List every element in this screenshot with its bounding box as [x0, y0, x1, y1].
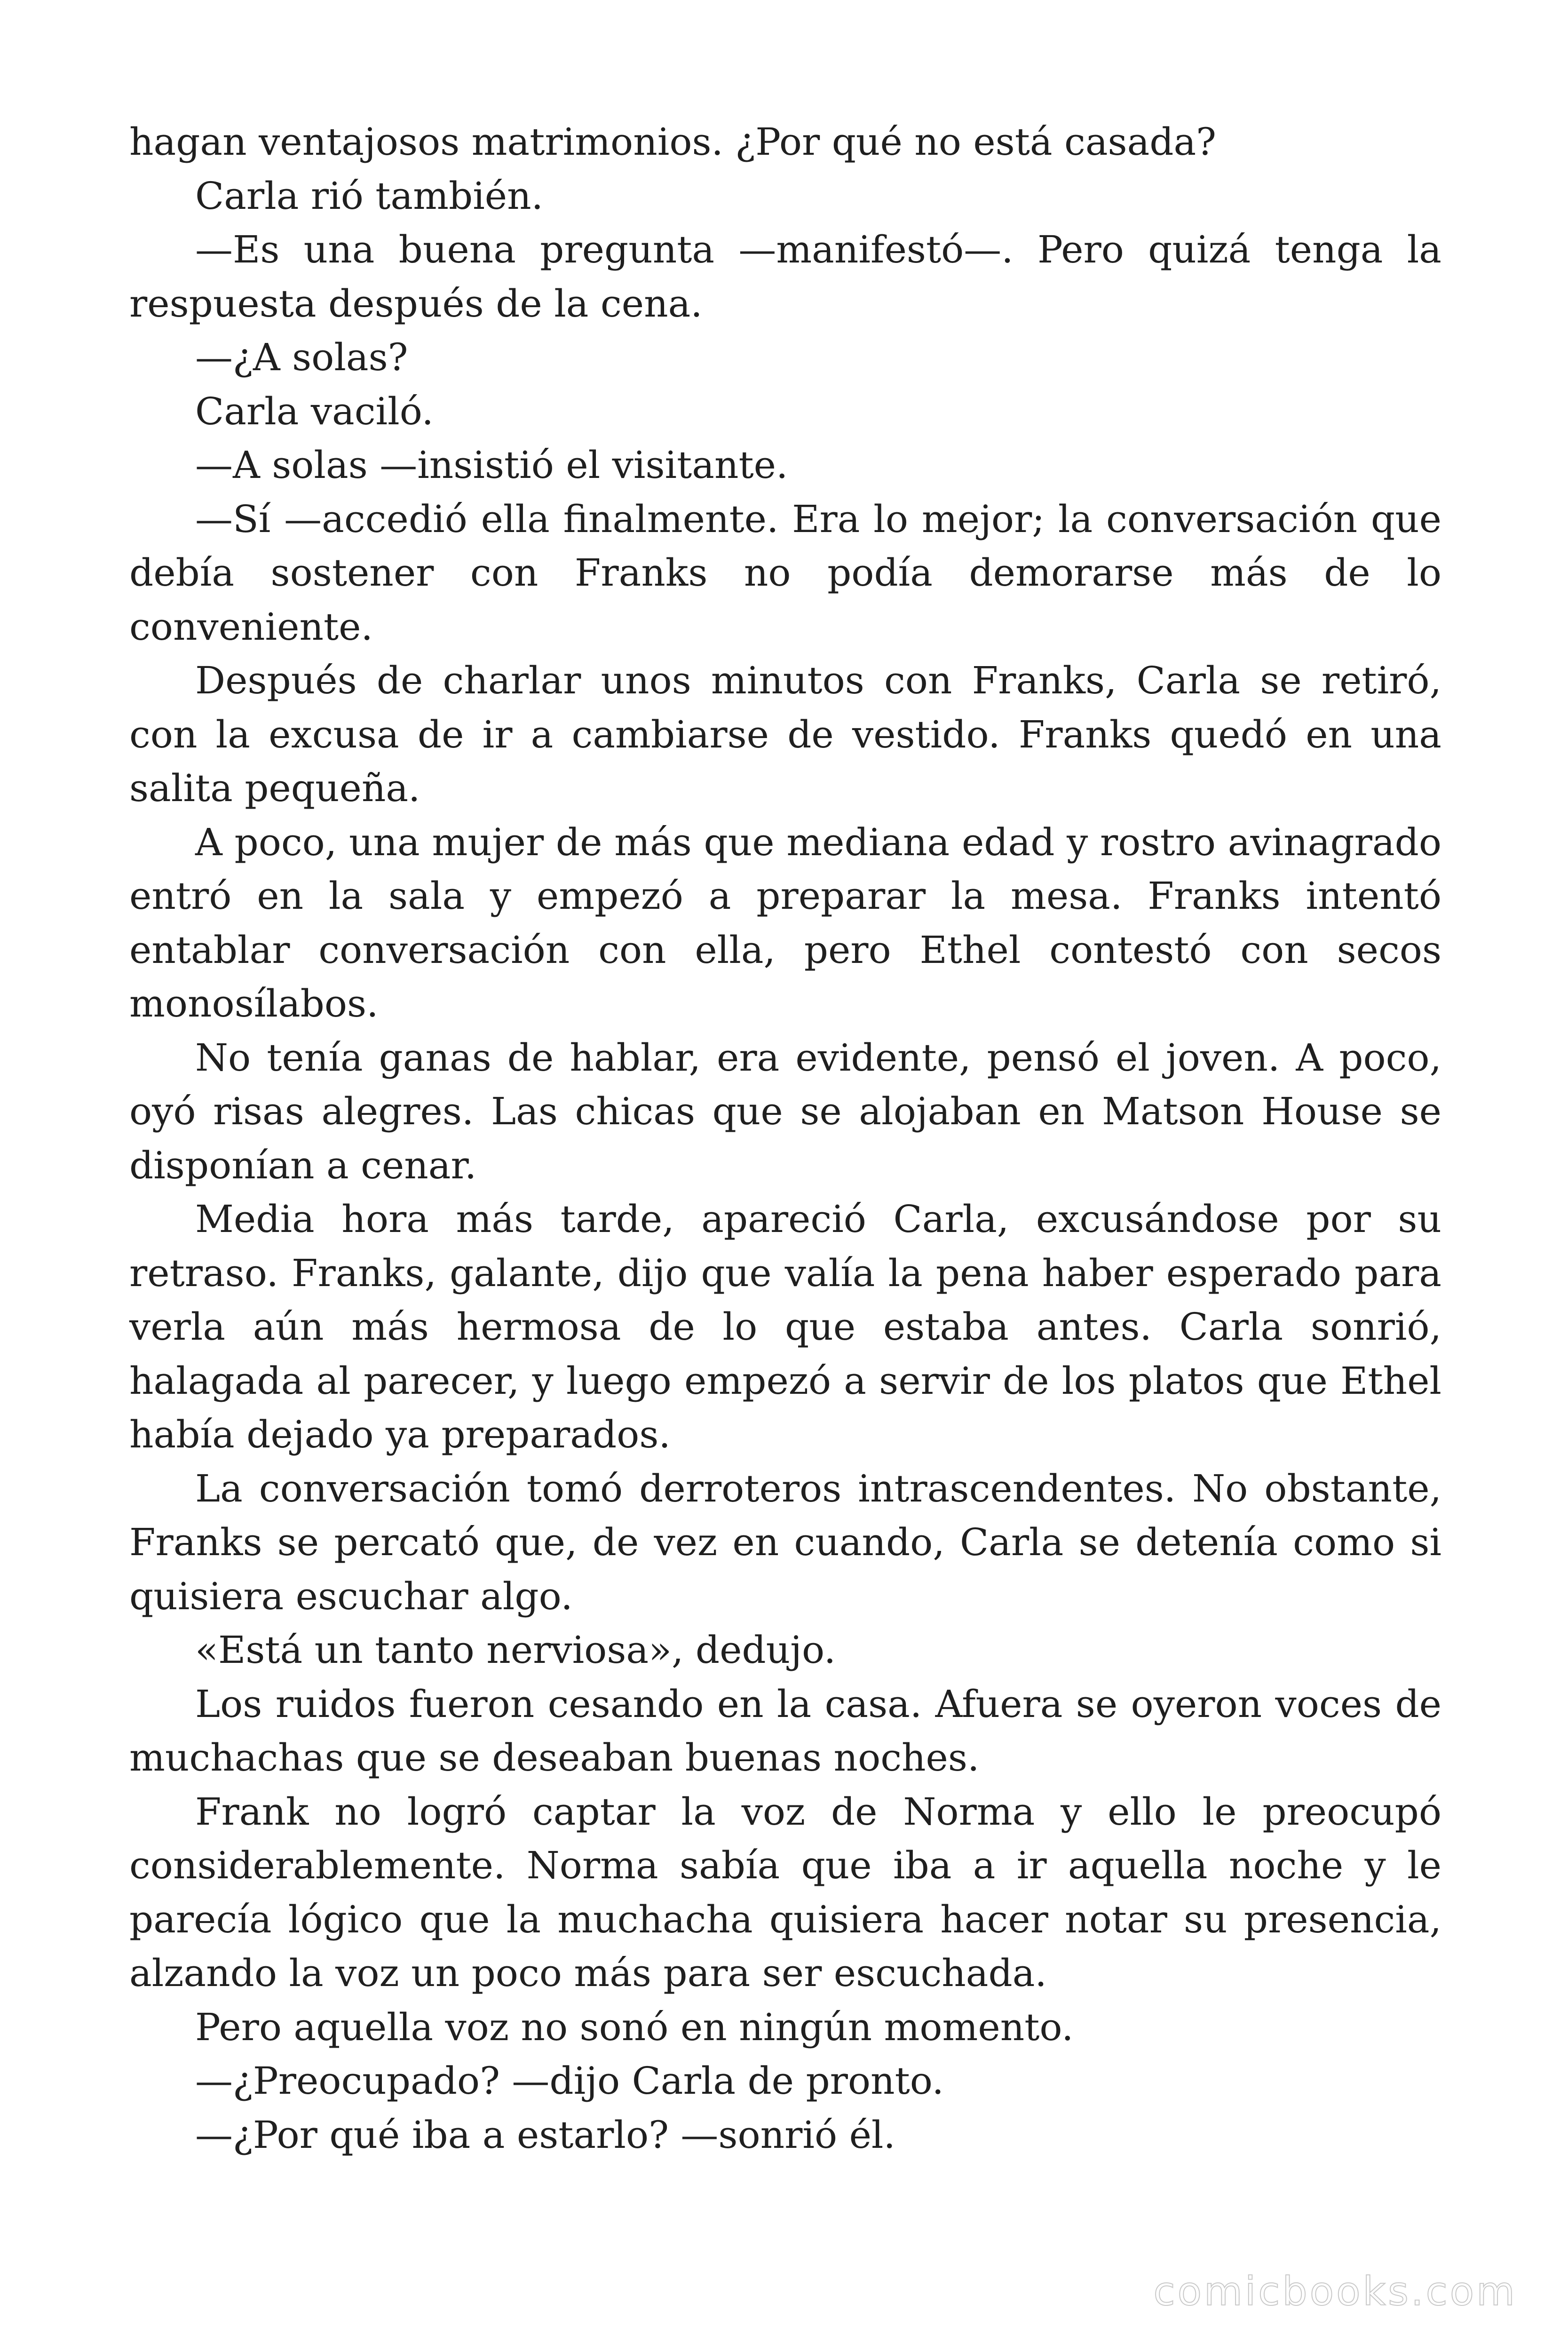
paragraph: «Está un tanto nerviosa», dedujo. [195, 1628, 836, 1672]
paragraph: La conversación tomó derroteros intrascendentes. No obstante, Franks se percató que, de vez en cuando, Carla se detenía como si quisiera escuchar algo. [129, 1466, 1441, 1618]
paragraph: Los ruidos fueron cesando en la casa. Afuera se oyeron voces de muchachas que se deseaban buenas noches. [129, 1682, 1441, 1780]
paragraph: A poco, una mujer de más que mediana edad y rostro avinagrado entró en la sala y empezó a preparar la mesa. Franks intentó entablar conversación con ella, pero Ethel contestó con secos monosílabos. [129, 820, 1441, 1025]
paragraph: Frank no logró captar la voz de Norma y ello le preocupó considerablemente. Norma sabía que iba a ir aquella noche y le parecía lógico que la muchacha quisiera hacer notar su presencia, alzando la voz un poco más para ser escuchada. [129, 1789, 1441, 1995]
paragraph: —A solas —insistió el visitante. [195, 443, 788, 487]
paragraph: hagan ventajosos matrimonios. ¿Por qué no está casada? [129, 120, 1217, 164]
paragraph: Pero aquella voz no sonó en ningún momento. [195, 2005, 1074, 2049]
paragraph: —Es una buena pregunta —manifestó—. Pero quizá tenga la respuesta después de la cena. [129, 228, 1441, 326]
paragraph: Después de charlar unos minutos con Franks, Carla se retiró, con la excusa de ir a cambiarse de vestido. Franks quedó en una salita pequeña. [129, 659, 1441, 810]
paragraph: —Sí —accedió ella finalmente. Era lo mejor; la conversación que debía sostener con Franks no podía demorarse más de lo conveniente. [129, 497, 1441, 649]
page-body [129, 115, 1441, 2162]
paragraph: Carla rió también. [195, 174, 544, 218]
paragraph: —¿Por qué iba a estarlo? —sonrió él. [195, 2113, 895, 2157]
paragraph: No tenía ganas de hablar, era evidente, pensó el joven. A poco, oyó risas alegres. Las chicas que se alojaban en Matson House se disponían a cenar. [129, 1035, 1441, 1187]
paragraph: Carla vaciló. [195, 389, 434, 433]
paragraph: Media hora más tarde, apareció Carla, excusándose por su retraso. Franks, galante, dijo que valía la pena haber esperado para verla aún más hermosa de lo que estaba antes. Carla sonrió, halagada al parecer, y luego empezó a servir de los platos que Ethel había dejado ya preparados. [129, 1197, 1441, 1456]
watermark: comicbooks.com [1153, 2268, 1517, 2314]
paragraph: —¿A solas? [195, 335, 408, 379]
paragraph: —¿Preocupado? —dijo Carla de pronto. [195, 2059, 944, 2103]
